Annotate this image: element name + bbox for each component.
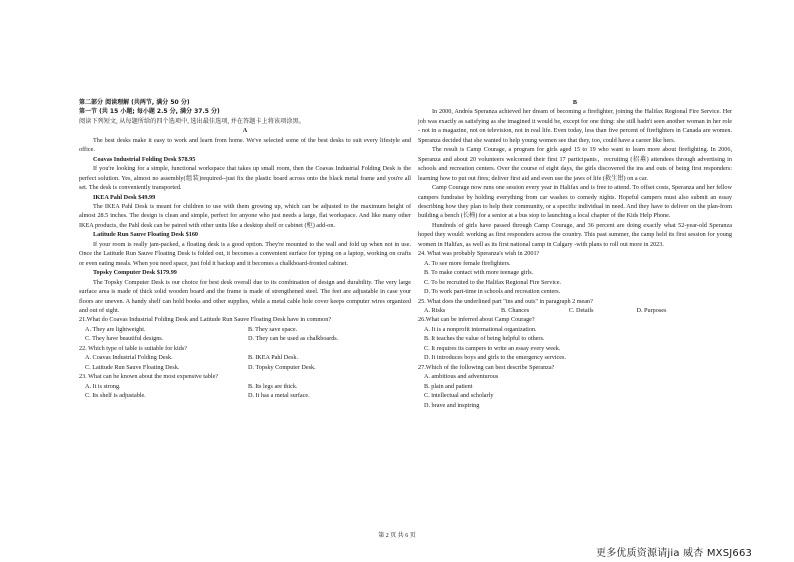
- option: A. It is strong.: [85, 382, 121, 390]
- passage-b-paragraph: Camp Courage now runs one session every year in Halifax and is free to attend. To offset costs, Speranza and her fellow campers fundraise by holding everything from car washes to comedy nights. Hopeful campers must also submit an essay describing how they plan to help their community, or a specific individual in need. And they have to deliver on the plan-from building a bench (长椅) for a senior at a bus stop to launching a local chapter of the Kids Help Phone.: [418, 184, 732, 220]
- option: A. They are lightweight.: [85, 325, 146, 333]
- option: C. Latitude Run Sauve Floating Desk.: [85, 363, 180, 371]
- section-instruction: 阅读下列短文, 从每题所给的四个选项中, 选出最佳选项, 并在答题卡上将该项涂黑。: [79, 117, 305, 125]
- option: D. To work part-time in schools and recreation centers.: [424, 288, 561, 296]
- question-stem: 25. What does the underlined part "ins and outs" in paragraph 2 mean?: [418, 297, 593, 305]
- option: B. plain and patient: [424, 382, 473, 390]
- option: A. It is a nonprofit international organization.: [424, 325, 537, 333]
- desk-name: Topsky Computer Desk $179.99: [93, 269, 177, 277]
- option: B. IKEA Pahl Desk.: [248, 354, 299, 362]
- option: C. They have beautiful designs.: [85, 335, 164, 343]
- page-number: 第 2 页 共 6 页: [378, 533, 416, 539]
- passage-b-paragraph: In 2000, Andréa Speranza achieved her dream of becoming a firefighter, joining the Halifax Regional Fire Service. Her job was exactly as satisfying as she imagined it would be, except for one thing: she still hadn't seen another woman in her role - not in a magazine, not on television, not in real life. Even today, less than five percent of firefighters in Canada are women. Speranza decided that she wanted to help young women see that they, too, could have a career like hers.: [418, 108, 732, 144]
- passage-b-label: B: [572, 99, 578, 106]
- option: C. To be recruited to the Halifax Regional Fire Service.: [424, 278, 562, 286]
- desk-description: The IKEA Pahl Desk is meant for children to use with them growing up, which can be adjusted to the maximum height of almost 28.5 inches. The design is clean and simple, perfect for anyone who just needs a large, flat workspace. And like many other IKEA products, the Pahl desk can be paired with other units like a desktop shelf or cabinet (柜) add-on.: [79, 202, 411, 229]
- option: C. intellectual and scholarly: [424, 392, 494, 400]
- passage-b-paragraph: The result is Camp Courage, a program for girls aged 15 to 19 who want to learn more about firefighting. In 2006, Speranza and about 20 volunteers welcomed their first 17 participants，recruiting (招募) attendees through advertising in schools and recreation centers. Over the course of eight days, the girls discovered the ins and outs of being first responders: learning how to put out fires; deliver first aid and even use the jaws of life (救生钳) on a car.: [418, 146, 732, 182]
- option: B. Chances: [501, 306, 530, 314]
- question-stem: 22. Which type of table is suitable for kids?: [79, 344, 187, 352]
- desk-name: Latitude Run Sauve Floating Desk $160: [93, 231, 199, 239]
- option: D. brave and inspiring: [424, 401, 480, 409]
- option: B. To make contact with more teenage girls.: [424, 269, 534, 277]
- question-options: [79, 382, 411, 391]
- question-stem: 26.What can be inferred about Camp Courage?: [418, 316, 535, 324]
- question-stem: 23. What can be known about the most expensive table?: [79, 373, 219, 381]
- question-options: [79, 363, 411, 372]
- option: B. They save space.: [248, 325, 298, 333]
- desk-description: If you're looking for a simple, functional workspace that takes up small room, then the Coavas Industrial Folding Desk is the perfect solution. Yes, almost no assembly(组装)required--just fix the plastic board across onto the black metal frame and you're all set. The desk is conveniently transported.: [79, 165, 411, 192]
- left-column: [79, 98, 411, 401]
- desk-name: IKEA Pahl Desk $49.99: [93, 193, 156, 201]
- option: D. It introduces boys and girls to the emergency services.: [424, 354, 566, 362]
- option: B. It teaches the value of being helpful to others.: [424, 335, 545, 343]
- desk-description: If your room is really jam-packed, a floating desk is a good option. They're mounted to the wall and fold up when not in use. Once the Latitude Run Sauve Floating Desk is folded out, it becomes a convenient surface for typing on a laptop, working on crafts or even eating meals. When you need space, just fold it backup and it becomes a chalkboard-fronted cabinet.: [79, 240, 411, 267]
- option: D. Topsky Computer Desk.: [248, 363, 316, 371]
- option: D. It has a metal surface.: [248, 392, 310, 400]
- option: C. Its shelf is adjustable.: [85, 392, 146, 400]
- question-options: [79, 391, 411, 400]
- question-options: [418, 306, 732, 315]
- option: A. Coavas Industrial Folding Desk.: [85, 354, 173, 362]
- right-column: [418, 98, 732, 410]
- desk-name: Coavas Industrial Folding Desk $78.95: [93, 155, 196, 163]
- option: C. It requires its campers to write an essay every week.: [424, 344, 561, 352]
- question-stem: 21.What do Coavas Industrial Folding Desk and Latitude Run Sauve Floating Desk have in common?: [79, 316, 332, 324]
- passage-a-intro: The best desks make it easy to work and learn from home. We've selected some of the best desks to suit every lifestyle and office.: [79, 136, 411, 154]
- option: A. ambitious and adventurous: [424, 373, 499, 381]
- option: C. Details: [568, 306, 594, 314]
- option: D. They can be used as chalkboards.: [248, 335, 339, 343]
- option: A. Risks: [424, 306, 446, 314]
- passage-a-label: A: [242, 127, 248, 135]
- desk-description: The Topsky Computer Desk is our choice for best desk overall due to its combination of design and durability. The very large surface area is made of thick solid wooden board and the frame is made of strengthened steel. The feet are adjustable in case your floors are uneven. A handy shelf can hold books and other supplies, while a metal cable hole cover keeps computer wires organized and out of sight.: [79, 278, 411, 314]
- section-part-heading: 第一节 (共 15 小题; 每小题 2.5 分, 满分 37.5 分): [79, 108, 220, 116]
- option: D. Purposes: [636, 306, 667, 314]
- question-stem: 27.Which of the following can best describe Speranza?: [418, 363, 555, 371]
- option: A. To see more female firefighters.: [424, 259, 511, 267]
- resource-note: 更多优质资源请jia 威杏 MXSJ663: [596, 548, 753, 559]
- question-options: [79, 325, 411, 334]
- question-stem: 24. What was probably Speranza's wish in 2001?: [418, 250, 540, 258]
- question-options: [79, 334, 411, 343]
- section-title: 第二部分 阅读理解 (共两节, 满分 50 分): [79, 99, 190, 106]
- option: B. Its legs are thick.: [248, 382, 298, 390]
- passage-b-paragraph: Hundreds of girls have passed through Camp Courage, and 36 percent are doing exactly what 52-year-old Speranza hoped they would: working as first responders across the country. This past summer, the camp held its first session for young women in Halifax, as well as its first national camp in Calgary -with plans to roll out more in 2023.: [418, 221, 732, 248]
- question-options: [79, 353, 411, 362]
